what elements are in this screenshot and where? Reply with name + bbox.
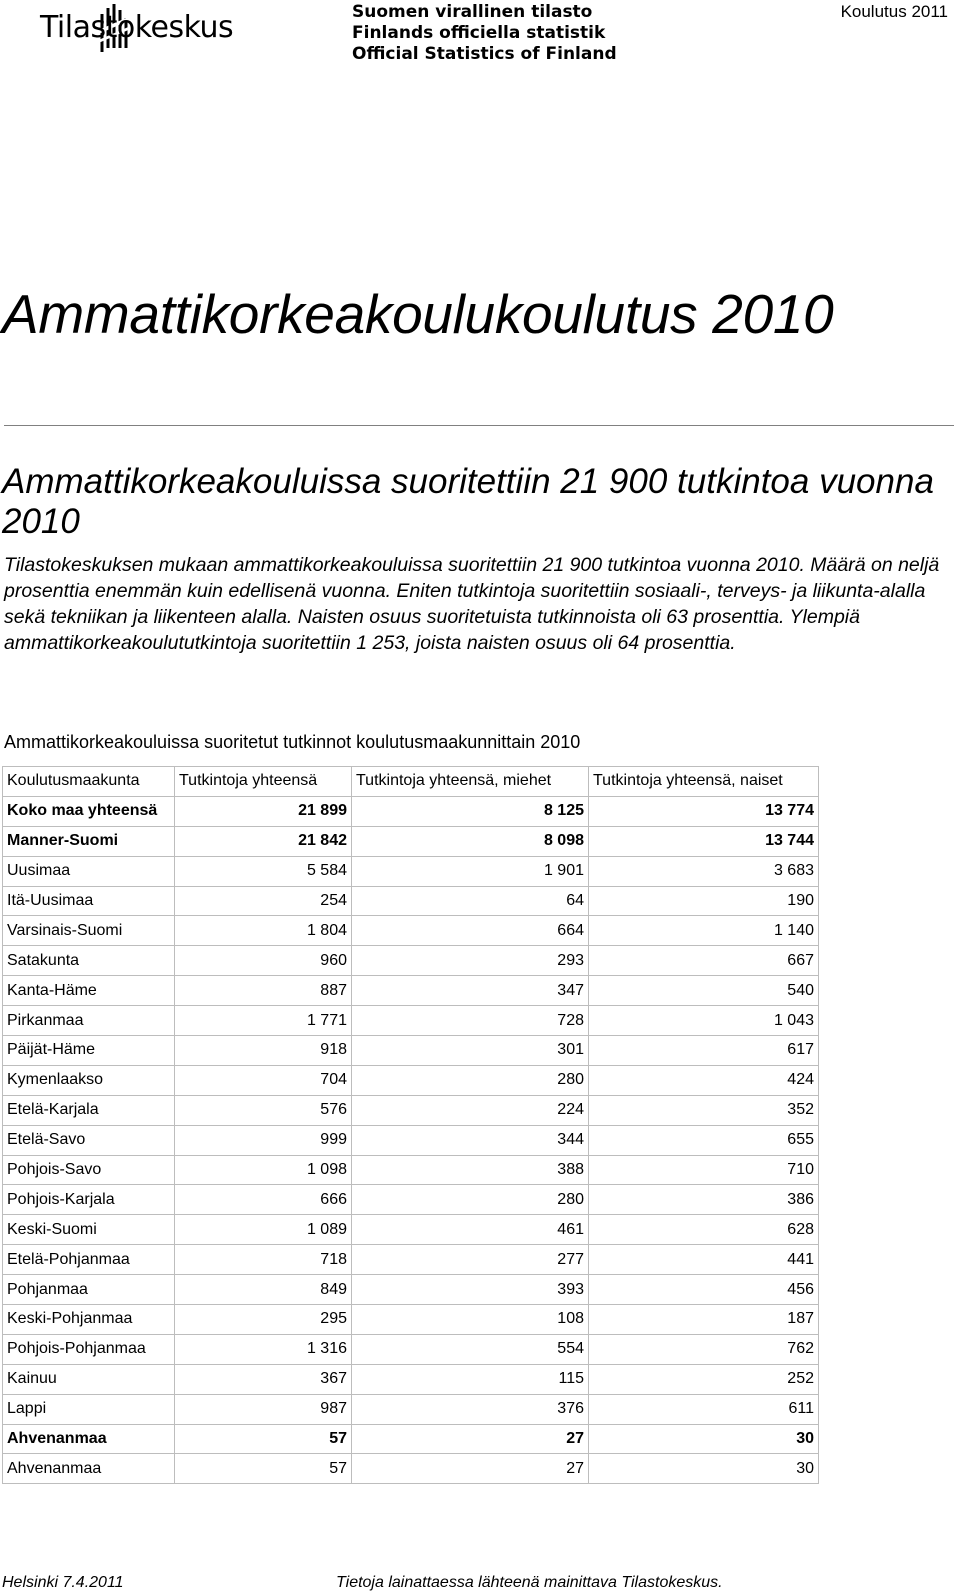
women-cell: 710: [589, 1155, 819, 1185]
column-header-men: Tutkintoja yhteensä, miehet: [352, 767, 589, 797]
table-row: [3, 856, 819, 886]
column-header-women: Tutkintoja yhteensä, naiset: [589, 767, 819, 797]
release-headline: Ammattikorkeakouluissa suoritettiin 21 900 tutkintoa vuonna 2010: [2, 462, 934, 541]
table-row: [3, 976, 819, 1006]
total-cell: 960: [175, 946, 352, 976]
region-cell: Pohjanmaa: [3, 1275, 175, 1305]
table-title: Ammattikorkeakouluissa suoritetut tutkinnot koulutusmaakunnittain 2010: [4, 732, 581, 752]
women-cell: 1 140: [589, 916, 819, 946]
region-cell: Kanta-Häme: [3, 976, 175, 1006]
table-header-row: [3, 767, 819, 797]
women-cell: 30: [589, 1454, 819, 1484]
total-cell: 367: [175, 1364, 352, 1394]
men-cell: 277: [352, 1245, 589, 1275]
men-cell: 293: [352, 946, 589, 976]
table-row: [3, 1125, 819, 1155]
total-cell: 1 089: [175, 1215, 352, 1245]
men-cell: 344: [352, 1125, 589, 1155]
release-summary: Tilastokeskuksen mukaan ammattikorkeakouluissa suoritettiin 21 900 tutkintoa vuonna 2010. Määrä on neljä prosenttia enemmän kuin edellisenä vuonna. Eniten tutkintoja suoritettiin sosiaali-, terveys- ja liikunta-alalla sekä tekniikan ja liikenteen alalla. Naisten osuus suoritetuista tutkinnoista oli 63 prosenttia. Ylempiä ammattikorkeakoulututkintoja suoritettiin 1 253, joista naisten osuus oli 64 prosenttia.: [4, 554, 940, 654]
table-row: [3, 1364, 819, 1394]
total-cell: 57: [175, 1454, 352, 1484]
men-cell: 8 125: [352, 796, 589, 826]
women-cell: 617: [589, 1036, 819, 1066]
table-row: [3, 826, 819, 856]
region-cell: Kymenlaakso: [3, 1065, 175, 1095]
region-cell: Pohjois-Pohjanmaa: [3, 1334, 175, 1364]
region-cell: Keski-Suomi: [3, 1215, 175, 1245]
men-cell: 108: [352, 1305, 589, 1335]
total-cell: 718: [175, 1245, 352, 1275]
table-row: [3, 1454, 819, 1484]
table-row: [3, 1305, 819, 1335]
region-cell: Etelä-Karjala: [3, 1095, 175, 1125]
total-cell: 1 098: [175, 1155, 352, 1185]
women-cell: 628: [589, 1215, 819, 1245]
table-row: [3, 796, 819, 826]
region-cell: Varsinais-Suomi: [3, 916, 175, 946]
region-cell: Ahvenanmaa: [3, 1454, 175, 1484]
women-cell: 655: [589, 1125, 819, 1155]
publication-label: Koulutus 2011: [840, 2, 948, 21]
region-cell: Pohjois-Karjala: [3, 1185, 175, 1215]
total-cell: 918: [175, 1036, 352, 1066]
table-row: [3, 1065, 819, 1095]
region-cell: Manner-Suomi: [3, 826, 175, 856]
women-cell: 456: [589, 1275, 819, 1305]
total-cell: 1 804: [175, 916, 352, 946]
total-cell: 21 842: [175, 826, 352, 856]
region-cell: Keski-Pohjanmaa: [3, 1305, 175, 1335]
total-cell: 704: [175, 1065, 352, 1095]
women-cell: 13 774: [589, 796, 819, 826]
region-cell: Pohjois-Savo: [3, 1155, 175, 1185]
men-cell: 301: [352, 1036, 589, 1066]
region-cell: Kainuu: [3, 1364, 175, 1394]
official-line-sv: Finlands officiella statistik: [352, 23, 606, 43]
table-row: [3, 1006, 819, 1036]
men-cell: 347: [352, 976, 589, 1006]
men-cell: 280: [352, 1185, 589, 1215]
region-cell: Itä-Uusimaa: [3, 886, 175, 916]
men-cell: 376: [352, 1394, 589, 1424]
total-cell: 295: [175, 1305, 352, 1335]
men-cell: 8 098: [352, 826, 589, 856]
region-cell: Satakunta: [3, 946, 175, 976]
table-row: [3, 946, 819, 976]
women-cell: 252: [589, 1364, 819, 1394]
table-row: [3, 1275, 819, 1305]
title-divider: [4, 425, 954, 426]
total-cell: 21 899: [175, 796, 352, 826]
table-row: [3, 1155, 819, 1185]
region-cell: Uusimaa: [3, 856, 175, 886]
region-cell: Etelä-Pohjanmaa: [3, 1245, 175, 1275]
women-cell: 667: [589, 946, 819, 976]
region-cell: Etelä-Savo: [3, 1125, 175, 1155]
official-line-en: Official Statistics of Finland: [352, 44, 617, 64]
official-line-fi: Suomen virallinen tilasto: [352, 2, 593, 22]
women-cell: 611: [589, 1394, 819, 1424]
official-statistics-label: [352, 2, 617, 65]
total-cell: 57: [175, 1424, 352, 1454]
total-cell: 887: [175, 976, 352, 1006]
men-cell: 728: [352, 1006, 589, 1036]
table-row: [3, 1215, 819, 1245]
women-cell: 386: [589, 1185, 819, 1215]
men-cell: 115: [352, 1364, 589, 1394]
total-cell: 999: [175, 1125, 352, 1155]
degrees-by-region-table: [2, 766, 819, 1484]
men-cell: 27: [352, 1454, 589, 1484]
table-row: [3, 1185, 819, 1215]
region-cell: Ahvenanmaa: [3, 1424, 175, 1454]
men-cell: 388: [352, 1155, 589, 1185]
women-cell: 424: [589, 1065, 819, 1095]
table-row: [3, 916, 819, 946]
total-cell: 987: [175, 1394, 352, 1424]
column-header-total: Tutkintoja yhteensä: [175, 767, 352, 797]
men-cell: 280: [352, 1065, 589, 1095]
women-cell: 30: [589, 1424, 819, 1454]
table-row: [3, 886, 819, 916]
total-cell: 849: [175, 1275, 352, 1305]
region-cell: Pirkanmaa: [3, 1006, 175, 1036]
table-row: [3, 1334, 819, 1364]
total-cell: 1 771: [175, 1006, 352, 1036]
column-header-region: Koulutusmaakunta: [3, 767, 175, 797]
total-cell: 1 316: [175, 1334, 352, 1364]
women-cell: 3 683: [589, 856, 819, 886]
total-cell: 5 584: [175, 856, 352, 886]
men-cell: 554: [352, 1334, 589, 1364]
table-row: [3, 1424, 819, 1454]
men-cell: 1 901: [352, 856, 589, 886]
men-cell: 27: [352, 1424, 589, 1454]
table-row: [3, 1394, 819, 1424]
women-cell: 1 043: [589, 1006, 819, 1036]
footer-date: Helsinki 7.4.2011: [2, 1574, 124, 1591]
logo-wordmark: Tilastokeskus: [40, 10, 234, 45]
men-cell: 461: [352, 1215, 589, 1245]
men-cell: 664: [352, 916, 589, 946]
women-cell: 540: [589, 976, 819, 1006]
women-cell: 13 744: [589, 826, 819, 856]
table-row: [3, 1095, 819, 1125]
table-row: [3, 1036, 819, 1066]
women-cell: 352: [589, 1095, 819, 1125]
men-cell: 393: [352, 1275, 589, 1305]
women-cell: 190: [589, 886, 819, 916]
women-cell: 762: [589, 1334, 819, 1364]
men-cell: 64: [352, 886, 589, 916]
page-title: Ammattikorkeakoulukoulutus 2010: [2, 283, 834, 345]
footer-citation-note: Tietoja lainattaessa lähteenä mainittava Tilastokeskus.: [336, 1574, 723, 1591]
region-cell: Lappi: [3, 1394, 175, 1424]
region-cell: Päijät-Häme: [3, 1036, 175, 1066]
total-cell: 576: [175, 1095, 352, 1125]
total-cell: 666: [175, 1185, 352, 1215]
men-cell: 224: [352, 1095, 589, 1125]
women-cell: 187: [589, 1305, 819, 1335]
women-cell: 441: [589, 1245, 819, 1275]
table-row: [3, 1245, 819, 1275]
region-cell: Koko maa yhteensä: [3, 796, 175, 826]
total-cell: 254: [175, 886, 352, 916]
